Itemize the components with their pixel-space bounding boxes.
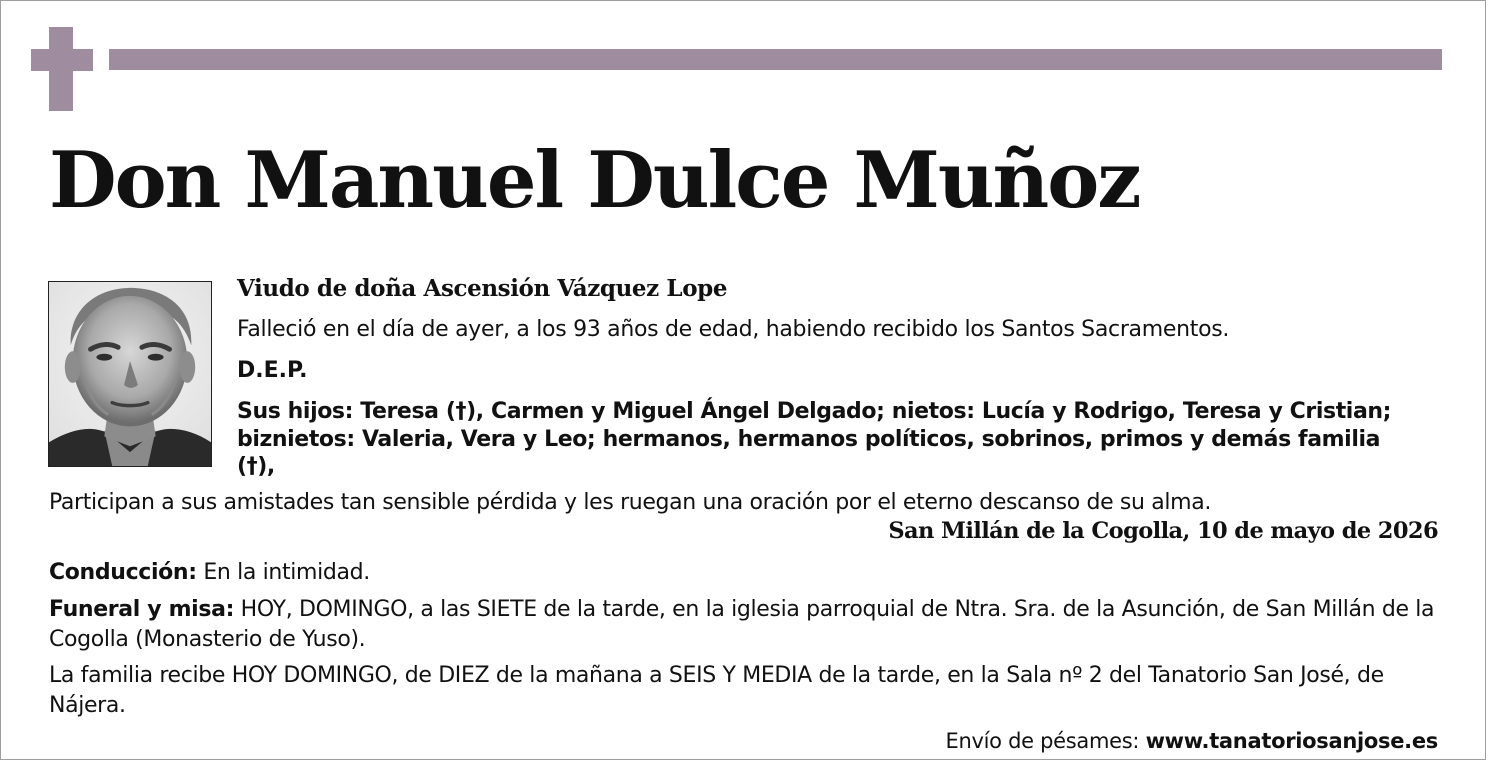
funeral-label: Funeral y misa: bbox=[49, 597, 235, 622]
death-info: Falleció en el día de ayer, a los 93 años de edad, habiendo recibido los Santos Sacramentos. bbox=[237, 317, 1230, 342]
conduction-text: En la intimidad. bbox=[196, 560, 370, 585]
conduction-label: Conducción: bbox=[49, 560, 197, 585]
reception-text: La familia recibe HOY DOMINGO, de DIEZ de la mañana a SEIS Y MEDIA de la tarde, en la Sala nº 2 del Tanatorio San José, de Nájera. bbox=[49, 663, 1384, 718]
funeral-text: HOY, DOMINGO, a las SIETE de la tarde, en la iglesia parroquial de Ntra. Sra. de la Asunción, de San Millán de la Cogolla (Monasterio de Yuso). bbox=[49, 597, 1435, 652]
cross-icon bbox=[31, 27, 93, 111]
widower-line: Viudo de doña Ascensión Vázquez Lope bbox=[237, 275, 728, 302]
conduction-line bbox=[49, 558, 370, 587]
funeral-line bbox=[49, 595, 1444, 655]
header-rule bbox=[109, 49, 1442, 70]
condolences-link[interactable]: www.tanatoriosanjose.es bbox=[1145, 729, 1438, 753]
portrait-photo bbox=[48, 281, 212, 467]
condolences-line bbox=[946, 726, 1438, 756]
rip-text: D.E.P. bbox=[237, 358, 308, 383]
condolences-label: Envío de pésames: bbox=[945, 729, 1140, 753]
family-list: Sus hijos: Teresa (†), Carmen y Miguel Ángel Delgado; nietos: Lucía y Rodrigo, Teresa y Cristian; biznietos: Valeria, Vera y Leo; hermanos, hermanos políticos, sobrinos, primos y demás familia (†), bbox=[237, 399, 1392, 479]
participation-text: Participan a sus amistades tan sensible pérdida y les ruegan una oración por el eterno descanso de su alma. bbox=[49, 490, 1212, 515]
deceased-name: Don Manuel Dulce Muñoz bbox=[49, 135, 1140, 226]
place-date: San Millán de la Cogolla, 10 de mayo de 2026 bbox=[888, 518, 1438, 544]
